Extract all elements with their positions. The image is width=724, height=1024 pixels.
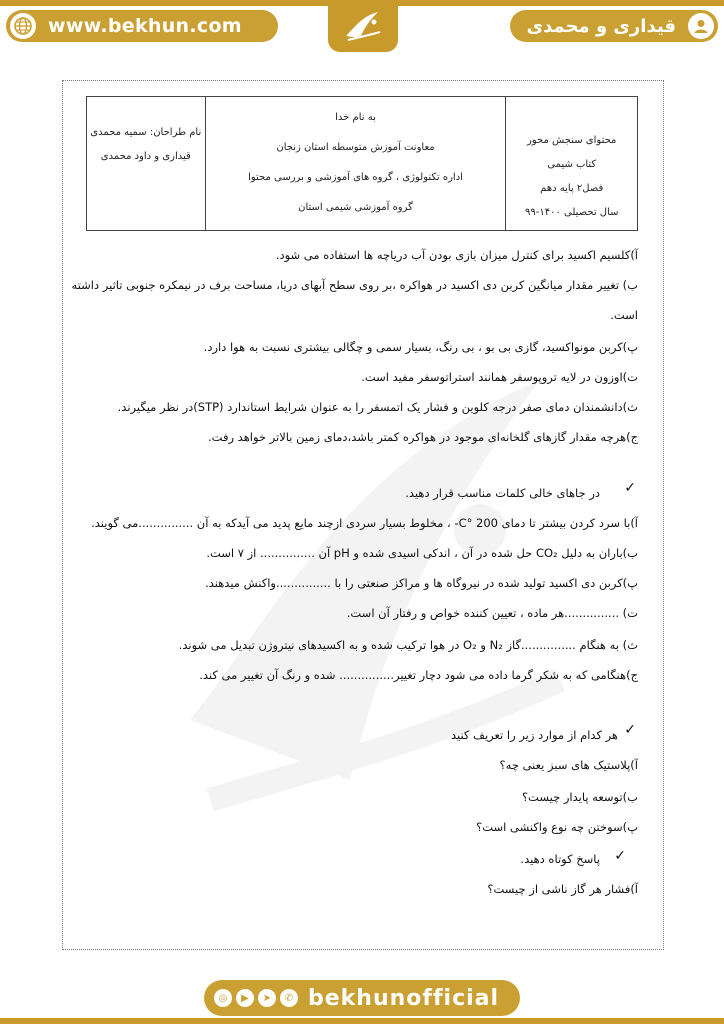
brand-logo[interactable] bbox=[328, 0, 398, 52]
blank-s: ث) به هنگام ...............گاز N₂ و O₂ در هوا ترکیب شده و به اکسیدهای نیتروژن تبدیل می شوند. bbox=[178, 638, 638, 652]
section4-title: پاسخ کوتاه دهید. bbox=[520, 852, 600, 866]
blank-b: ب)باران به دلیل CO₂ حل شده در آن ، اندکی اسیدی شده و pH آن ............... از ۷ است. bbox=[206, 546, 638, 560]
check-icon: ✓ bbox=[614, 848, 626, 864]
office: اداره تکنولوژی ، گروه های آموزشی و بررسی محتوا bbox=[248, 172, 463, 183]
group: گروه آموزشی شیمی استان bbox=[298, 202, 413, 213]
statement-a: آ)کلسیم اکسید برای کنترل میزان بازی بودن آب دریاچه ها استفاده می شود. bbox=[275, 248, 638, 262]
telegram-icon[interactable]: ➤ bbox=[258, 989, 276, 1007]
publisher-name: قیداری و محمدی bbox=[526, 15, 676, 37]
check-icon: ✓ bbox=[624, 480, 636, 496]
designers-line-1: نام طراحان: سمیه محمدی bbox=[90, 127, 202, 138]
header-right-cell bbox=[505, 97, 637, 230]
blank-a: آ)با سرد کردن بیشتر تا دمای C° 200- ، مخلوط بسیار سردی ازچند مایع پدید می آیدکه به آن ...............می گویند. bbox=[91, 516, 638, 530]
statement-b: ب) تغییر مقدار میانگین کربن دی اکسید در هواکره ،بر روی سطح آبهای دریا، مساحت برف در نیمکره جنوبی تاثیر داشته bbox=[71, 278, 638, 292]
publisher-pill[interactable] bbox=[510, 10, 718, 42]
logo-mark bbox=[340, 6, 386, 46]
blank-t: ت) ...............هر ماده ، تعیین کننده خواص و رفتار آن است. bbox=[346, 606, 638, 620]
check-icon: ✓ bbox=[624, 722, 636, 738]
section2-title: در جاهای خالی کلمات مناسب قرار دهید. bbox=[405, 486, 600, 500]
blank-j: ج)هنگامی که به شکر گرما داده می شود دچار تغییر............... شده و رنگ آن تغییر می کند. bbox=[199, 668, 638, 682]
department: معاونت آموزش متوسطه استان زنجان bbox=[276, 142, 435, 153]
designers-line-2: قیداری و داود محمدی bbox=[100, 151, 191, 162]
section3-title: هر کدام از موارد زیر را تعریف کنید bbox=[450, 728, 618, 742]
bottom-stripe bbox=[0, 1018, 724, 1024]
youtube-icon[interactable]: ▶ bbox=[236, 989, 254, 1007]
chapter-grade: فصل۲ پایه دهم bbox=[540, 183, 604, 194]
website-url: www.bekhun.com bbox=[48, 15, 242, 37]
statement-p: پ)کربن مونواکسید، گازی بی بو ، بی رنگ، بسیار سمی و چگالی بیشتری نسبت به هوا دارد. bbox=[203, 340, 638, 354]
user-icon bbox=[688, 13, 714, 39]
globe-icon bbox=[10, 13, 36, 39]
define-p: پ)سوختن چه نوع واکنشی است؟ bbox=[476, 820, 638, 834]
footer-social-bar[interactable] bbox=[204, 980, 520, 1016]
header-table bbox=[86, 96, 638, 231]
top-bar bbox=[0, 0, 724, 52]
book-name: کتاب شیمی bbox=[547, 159, 597, 170]
statement-t: ت)اوزون در لایه تروپوسفر همانند استراتوسفر مفید است. bbox=[361, 370, 638, 384]
header-left-cell bbox=[87, 97, 205, 230]
bismillah: به نام خدا bbox=[335, 112, 376, 123]
short-a: آ)فشار هر گاز ناشی از چیست؟ bbox=[487, 882, 638, 896]
footer-handle: bekhunofficial bbox=[308, 985, 500, 1011]
website-pill[interactable] bbox=[6, 10, 278, 42]
social-icons bbox=[214, 989, 298, 1007]
academic-year: سال تحصیلی ۱۴۰۰-۹۹ bbox=[525, 207, 619, 218]
instagram-icon[interactable]: ◎ bbox=[214, 989, 232, 1007]
header-center-cell bbox=[205, 97, 506, 230]
blank-p: پ)کربن دی اکسید تولید شده در نیروگاه ها و مراکز صنعتی را با ...............واکنش میدهند. bbox=[205, 576, 638, 590]
content-type: محتوای سنجش محور bbox=[527, 135, 617, 146]
define-b: ب)توسعه پایدار چیست؟ bbox=[521, 790, 638, 804]
statement-s: ث)دانشمندان دمای صفر درجه کلوین و فشار یک اتمسفر را به عنوان شرایط استاندارد (STP)در نظر میگیرند. bbox=[117, 400, 638, 414]
whatsapp-icon[interactable]: ✆ bbox=[280, 989, 298, 1007]
statement-j: ج)هرچه مقدار گازهای گلخانه‌ای موجود در هواکره کمتر باشد،دمای زمین بالاتر خواهد رفت. bbox=[208, 430, 638, 444]
define-a: آ)پلاستیک های سبز یعنی چه؟ bbox=[499, 758, 638, 772]
statement-b-cont: است. bbox=[610, 308, 638, 322]
